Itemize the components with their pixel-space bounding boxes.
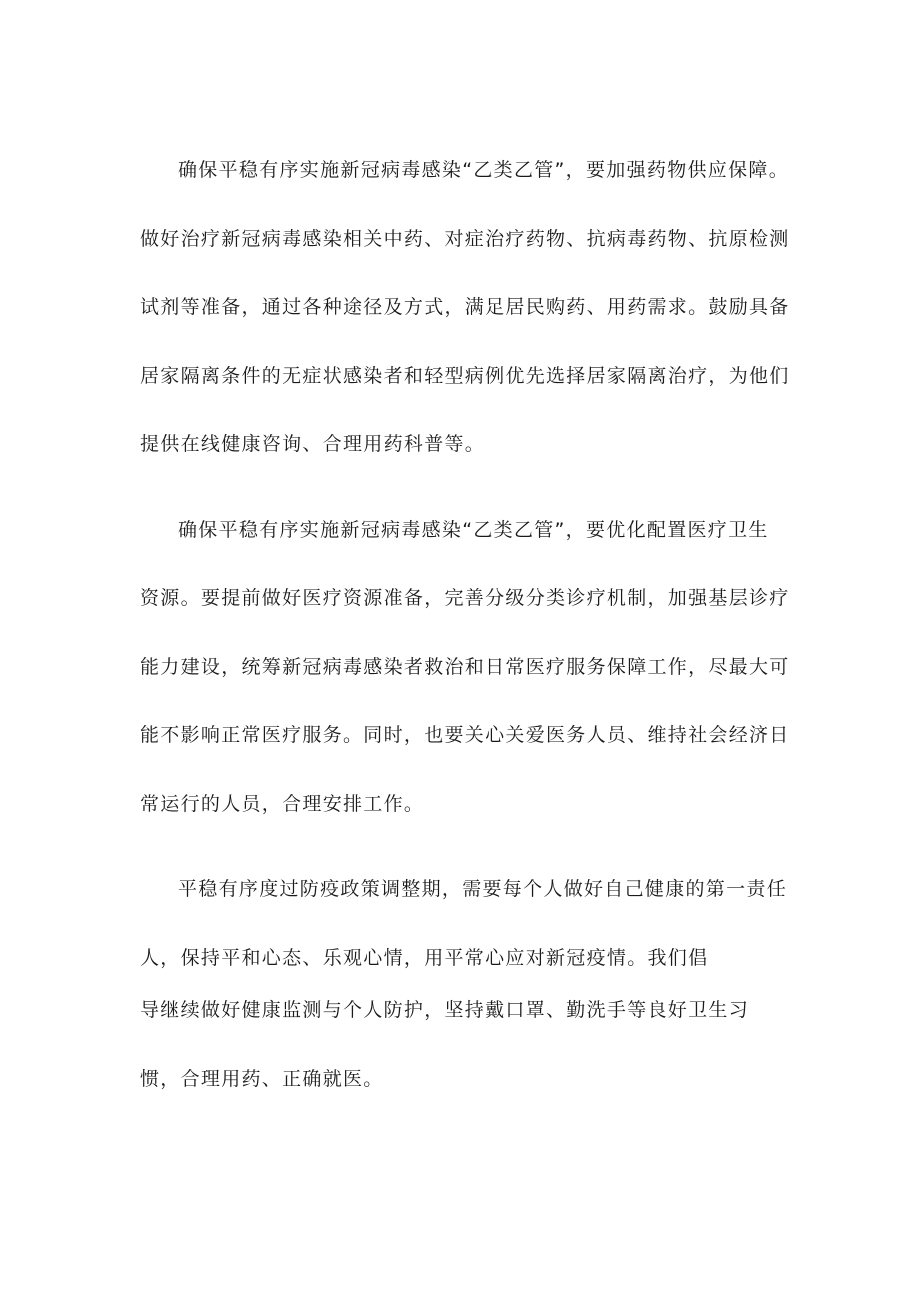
paragraph-1-line-1: 确保平稳有序实施新冠病毒感染“乙类乙管”，要加强药物供应保障。 [178,159,789,181]
paragraph-3-line-2: 人，保持平和心态、乐观心情，用平常心应对新冠疫情。我们倡 [140,947,709,969]
paragraph-2-line-5: 常运行的人员，合理安排工作。 [140,793,425,815]
paragraph-2-line-4: 能不影响正常医疗服务。同时，也要关心关爱医务人员、维持社会经济日 [140,724,790,746]
paragraph-3-line-1: 平稳有序度过防疫政策调整期，需要每个人做好自己健康的第一责任 [178,878,788,900]
paragraph-1-line-5: 提供在线健康咨询、合理用药科普等。 [140,433,486,455]
paragraph-3-line-4: 惯，合理用药、正确就医。 [140,1068,384,1090]
paragraph-2-line-2: 资源。要提前做好医疗资源准备，完善分级分类诊疗机制，加强基层诊疗 [140,587,790,609]
paragraph-1-line-3: 试剂等准备，通过各种途径及方式，满足居民购药、用药需求。鼓励具备 [140,296,790,318]
paragraph-1-line-2: 做好治疗新冠病毒感染相关中药、对症治疗药物、抗病毒药物、抗原检测 [140,228,790,250]
paragraph-2-line-1: 确保平稳有序实施新冠病毒感染“乙类乙管”，要优化配置医疗卫生 [178,519,769,541]
paragraph-3-line-3: 导继续做好健康监测与个人防护，坚持戴口罩、勤洗手等良好卫生习 [140,999,750,1021]
paragraph-2-line-3: 能力建设，统筹新冠病毒感染者救治和日常医疗服务保障工作，尽最大可 [140,656,790,678]
paragraph-1-line-4: 居家隔离条件的无症状感染者和轻型病例优先选择居家隔离治疗，为他们 [140,365,790,387]
